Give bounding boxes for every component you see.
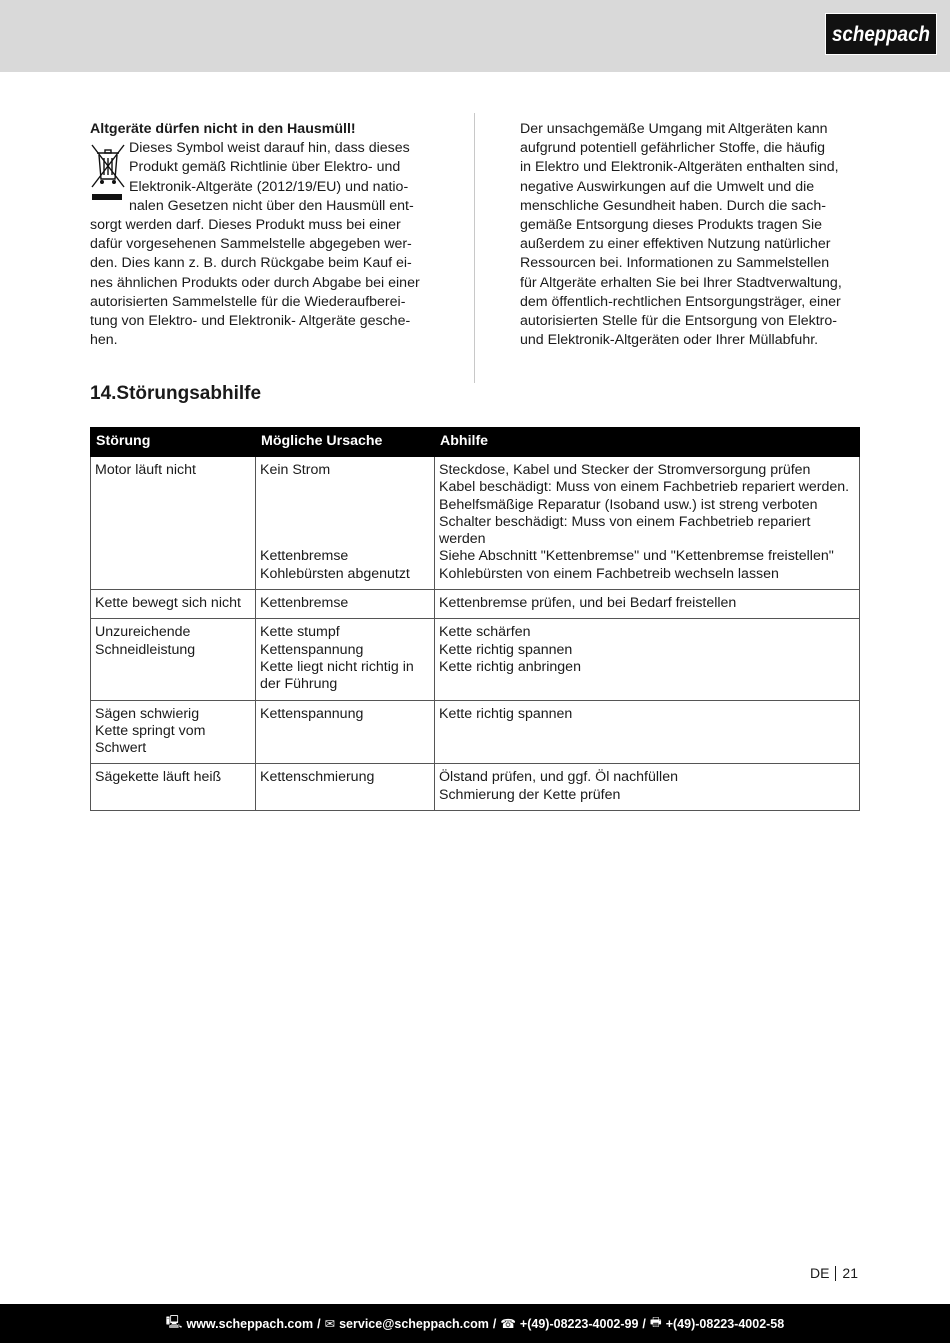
text-line: menschliche Gesundheit haben. Durch die sach-: [520, 197, 826, 214]
text-line: den. Dies kann z. B. durch Rückgabe beim Kauf ei-: [90, 255, 412, 272]
text-line: autorisierten Sammelstelle für die Wiederaufberei-: [90, 293, 406, 310]
table-row: [91, 590, 860, 619]
footer-contact-bar: [0, 1304, 950, 1343]
cell-line: Kette stumpf: [260, 624, 340, 641]
text-line: hen.: [90, 332, 118, 349]
weee-heading: Altgeräte dürfen nicht in den Hausmüll!: [90, 121, 356, 137]
cell-line: der Führung: [260, 676, 338, 693]
cell-line: Kein Strom: [260, 462, 331, 478]
cell-remedy: [435, 457, 860, 590]
section-title: [90, 383, 261, 405]
cell-line: Kette liegt nicht richtig in: [260, 658, 414, 675]
text-line: Der unsachgemäße Umgang mit Altgeräten kann: [520, 121, 828, 137]
cell-line: Schwert: [95, 740, 147, 757]
section-number: 14.: [90, 383, 117, 404]
cell-line: [260, 531, 430, 548]
text-line: nes ähnlichen Produkts oder durch Abgabe bei einer: [90, 274, 420, 291]
cell-line: Kettenbremse prüfen, und bei Bedarf freistellen: [439, 595, 737, 612]
text-line: dem öffentlich-rechtlichen Entsorgungsträger, einer: [520, 293, 841, 310]
logo-text: scheppach: [832, 23, 930, 46]
footer-phone: +(49)-08223-4002-99: [519, 1316, 639, 1331]
cell-line: Kette schärfen: [439, 624, 531, 641]
cell-line: Kette bewegt sich nicht: [95, 595, 241, 612]
text-line: tung von Elektro- und Elektronik- Altgeräte gesche-: [90, 313, 411, 330]
telephone-icon: ☎: [500, 1317, 516, 1331]
cell-line: Sägen schwierig: [95, 705, 200, 722]
cell-cause: [256, 700, 435, 764]
cell-line: Schmierung der Kette prüfen: [439, 786, 621, 803]
footer-website[interactable]: www.scheppach.com: [186, 1316, 314, 1331]
text-line: für Altgeräte erhalten Sie bei Ihrer Stadtverwaltung,: [520, 274, 842, 291]
text-line: Produkt gemäß Richtlinie über Elektro- und: [129, 159, 401, 176]
cell-line: Kettenspannung: [260, 641, 364, 658]
cell-problem: [91, 590, 256, 619]
cell-line: [260, 514, 430, 531]
cell-cause: [256, 764, 435, 811]
page-number: [810, 1265, 858, 1281]
scheppach-logo: [825, 13, 937, 55]
table-row: [91, 764, 860, 811]
cell-line: Kette richtig anbringen: [439, 658, 581, 675]
footer-fax: +(49)-08223-4002-58: [665, 1316, 785, 1331]
footer-separator: /: [642, 1316, 646, 1331]
cell-problem: [91, 764, 256, 811]
text-line: außerdem zu einer effektiven Nutzung natürlicher: [520, 236, 831, 253]
cell-line: Kette richtig spannen: [439, 641, 573, 658]
environment-notice-column: [520, 120, 860, 350]
cell-cause: [256, 457, 435, 590]
text-line: dafür vorgesehenen Sammelstelle abgegeben wer-: [90, 236, 412, 253]
cell-line: Kette richtig spannen: [439, 705, 573, 722]
cell-problem: [91, 457, 256, 590]
table-header-row: [91, 428, 860, 457]
cell-line: Ölstand prüfen, und ggf. Öl nachfüllen: [439, 769, 678, 786]
troubleshooting-table: [90, 427, 860, 811]
crossed-bin-icon: [89, 141, 127, 207]
page-number-value: 21: [842, 1265, 858, 1281]
cell-line: [260, 479, 430, 496]
weee-disposal-column: [90, 120, 430, 350]
text-line: Elektronik-Altgeräte (2012/19/EU) und natio-: [129, 178, 409, 195]
column-divider: [474, 113, 475, 383]
table-row: [91, 457, 860, 590]
computer-icon: 🖳: [165, 1315, 183, 1329]
cell-line: Motor läuft nicht: [95, 462, 196, 478]
cell-remedy: [435, 619, 860, 700]
text-line: negative Auswirkungen auf die Umwelt und die: [520, 178, 815, 195]
table-row: [91, 700, 860, 764]
cell-line: [260, 497, 430, 514]
cell-line: Behelfsmäßige Reparatur (Isoband usw.) ist streng verboten: [439, 496, 818, 513]
text-line: gemäße Entsorgung dieses Produkts tragen Sie: [520, 217, 823, 234]
cell-line: Siehe Abschnitt "Kettenbremse" und "Kettenbremse freistellen": [439, 548, 834, 565]
footer-email[interactable]: service@scheppach.com: [339, 1316, 489, 1331]
cell-line: werden: [439, 531, 486, 548]
cell-line: Kettenschmierung: [260, 769, 375, 786]
text-line: und Elektronik-Altgeräten oder Ihrer Müllabfuhr.: [520, 332, 819, 349]
page-number-divider: [835, 1266, 836, 1281]
cell-line: Schneidleistung: [95, 641, 196, 658]
cell-line: Kettenbremse: [260, 548, 349, 565]
text-line: Ressourcen bei. Informationen zu Sammelstellen: [520, 255, 830, 272]
footer-separator: /: [492, 1316, 497, 1331]
cell-line: Sägekette läuft heiß: [95, 769, 222, 786]
cell-line: Schalter beschädigt: Muss von einem Fachbetrieb repariert: [439, 513, 811, 530]
page-language: DE: [809, 1265, 830, 1281]
table-row: [91, 619, 860, 700]
cell-line: Kohlebürsten abgenutzt: [260, 565, 410, 582]
cell-cause: [256, 619, 435, 700]
column-header-problem: Störung: [91, 428, 256, 457]
envelope-icon: ✉: [324, 1317, 336, 1331]
cell-remedy: [435, 590, 860, 619]
text-line: nalen Gesetzen nicht über den Hausmüll ent-: [129, 197, 414, 214]
cell-line: Unzureichende: [95, 624, 191, 641]
header-bar: [0, 0, 950, 72]
cell-line: Kette springt vom: [95, 722, 206, 739]
cell-problem: [91, 619, 256, 700]
fax-icon: 🖶: [649, 1315, 662, 1329]
cell-line: Kohlebürsten von einem Fachbetreib wechseln lassen: [439, 565, 779, 582]
cell-problem: [91, 700, 256, 764]
cell-line: Steckdose, Kabel und Stecker der Stromversorgung prüfen: [439, 462, 811, 478]
text-line: aufgrund potentiell gefährlicher Stoffe, die häufig: [520, 140, 825, 157]
text-line: autorisierten Stelle für die Entsorgung von Elektro-: [520, 313, 838, 330]
text-line: in Elektro und Elektronik-Altgeräten enthalten sind,: [520, 159, 839, 176]
cell-remedy: [435, 764, 860, 811]
cell-line: Kettenspannung: [260, 705, 364, 722]
text-line: sorgt werden darf. Dieses Produkt muss bei einer: [90, 217, 401, 234]
section-title-text: Störungsabhilfe: [116, 383, 262, 404]
cell-line: Kabel beschädigt: Muss von einem Fachbetrieb repariert werden.: [439, 479, 850, 496]
cell-remedy: [435, 700, 860, 764]
column-header-remedy: Abhilfe: [435, 428, 860, 457]
cell-line: Kettenbremse: [260, 595, 349, 612]
footer-separator: /: [317, 1316, 321, 1331]
text-line: Dieses Symbol weist darauf hin, dass dieses: [129, 140, 410, 157]
cell-cause: [256, 590, 435, 619]
column-header-cause: Mögliche Ursache: [256, 428, 435, 457]
